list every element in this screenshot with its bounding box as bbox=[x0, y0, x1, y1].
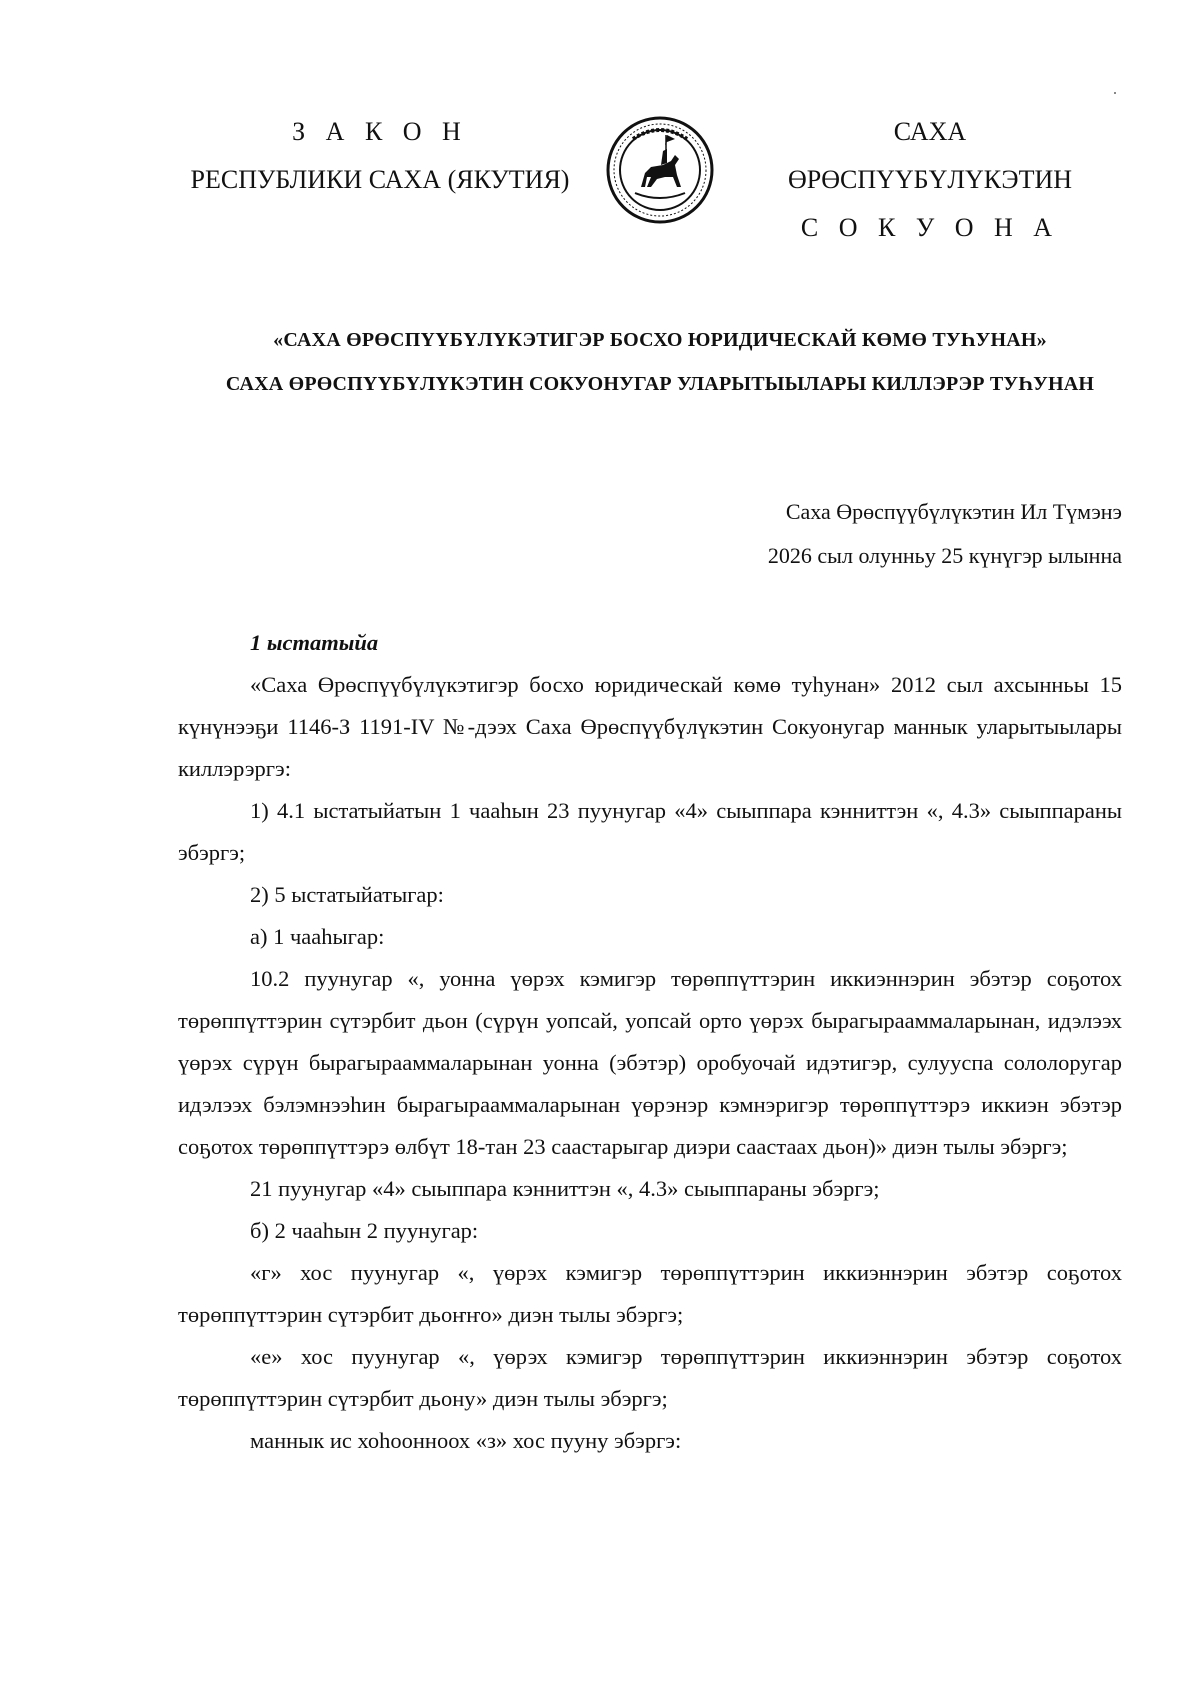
adoption-block bbox=[768, 490, 1122, 578]
paragraph: 10.2 пуунугар «, уонна үөрэх кэмигэр төрөппүттэрин иккиэннэрин эбэтэр соҕотох төрөппүттэрин сүтэрбит дьон (сүрүн уопсай, уопсай орто үөрэх бырагырааммаларынан, идэлээх үөрэх сүрүн бырагырааммаларынан уонна (эбэтэр) оробуочай идэтигэр, сулууспа сололоругар идэлээх бэлэмнээһин бырагырааммаларынан үөрэнэр кэмнэригэр төрөппүттэрэ иккиэн эбэтэр соҕотох төрөппүттэрэ өлбүт 18-тан 23 саастарыгар диэри саастаах дьон)» диэн тылы эбэргэ; bbox=[178, 966, 1122, 1159]
document-title bbox=[200, 318, 1120, 406]
adopted-by: Саха Өрөспүүбүлүкэтин Ил Түмэнэ bbox=[785, 499, 1122, 524]
paragraph: маннык ис хоһоонноох «з» хос пууну эбэргэ: bbox=[250, 1428, 682, 1453]
paragraph: б) 2 чааһын 2 пуунугар: bbox=[250, 1218, 479, 1243]
article-heading: 1 ыстатыйа bbox=[250, 630, 379, 655]
paragraph: а) 1 чааһыгар: bbox=[250, 924, 385, 949]
paragraph: «Саха Өрөспүүбүлүкэтигэр босхо юридическай көмө туһунан» 2012 сыл ахсынньы 15 күнүнээҕи 1146-З 1191-IV №-дээх Саха Өрөспүүбүлүкэтин Сокуонугар маннык уларытыылары киллэрэргэ: bbox=[178, 672, 1122, 781]
paragraph: 1) 4.1 ыстатыйатын 1 чааһын 23 пуунугар «4» сыыппара кэнниттэн «, 4.3» сыыппараны эбэргэ; bbox=[178, 798, 1122, 865]
adopted-date: 2026 сыл олунньу 25 күнүгэр ылынна bbox=[767, 543, 1122, 568]
header-right bbox=[750, 108, 1110, 252]
republic-name-ru: РЕСПУБЛИКИ САХА (ЯКУТИЯ) bbox=[190, 165, 570, 194]
law-label-ru: З А К О Н bbox=[292, 117, 468, 146]
paragraph: 2) 5 ыстатыйатыгар: bbox=[250, 882, 444, 907]
law-label-sakha: С О К У О Н А bbox=[800, 213, 1060, 242]
document-body bbox=[178, 622, 1122, 1462]
header-left bbox=[190, 108, 570, 204]
title-line-1: «САХА ӨРӨСПҮҮБҮЛҮКЭТИГЭР БОСХО ЮРИДИЧЕСКАЙ КӨМӨ ТУҺУНАН» bbox=[273, 329, 1047, 351]
paragraph: 21 пуунугар «4» сыыппара кэнниттэн «, 4.3» сыыппараны эбэргэ; bbox=[250, 1176, 880, 1201]
republic-name-sakha: САХА ӨРӨСПҮҮБҮЛҮКЭТИН bbox=[787, 117, 1073, 194]
title-line-2: САХА ӨРӨСПҮҮБҮЛҮКЭТИН СОКУОНУГАР УЛАРЫТЫЫЛАРЫ КИЛЛЭРЭР ТУҺУНАН bbox=[225, 373, 1095, 395]
paragraph: «г» хос пуунугар «, үөрэх кэмигэр төрөппүттэрин иккиэннэрин эбэтэр соҕотох төрөппүттэрин сүтэрбит дьоҥҥо» диэн тылы эбэргэ; bbox=[178, 1260, 1122, 1327]
paragraph: «е» хос пуунугар «, үөрэх кэмигэр төрөппүттэрин иккиэннэрин эбэтэр соҕотох төрөппүттэрин сүтэрбит дьону» диэн тылы эбэргэ; bbox=[178, 1344, 1122, 1411]
scan-speck bbox=[1114, 92, 1116, 94]
coat-of-arms-icon bbox=[605, 115, 715, 225]
